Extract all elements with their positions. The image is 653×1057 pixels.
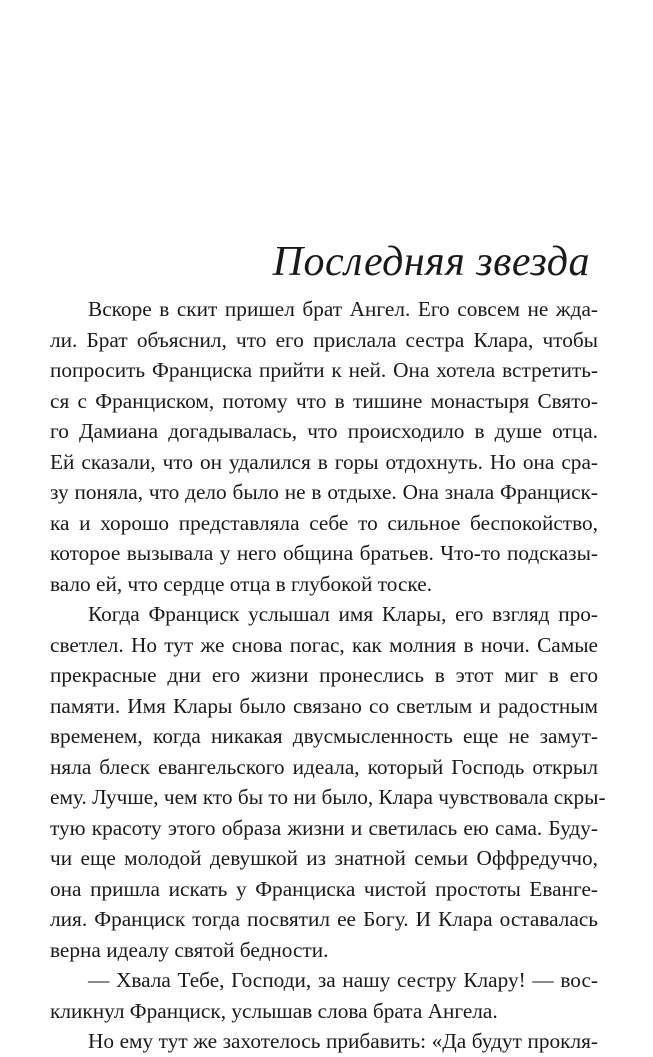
paragraph [50, 965, 598, 1026]
text-line: Когда Франциск услышал имя Клары, его взгляд про- [88, 602, 598, 626]
text-line: памяти. Имя Клары было связано со светлым и радостным [50, 693, 598, 718]
text-line: которое вызывала у него община братьев. Что-то подсказы- [50, 541, 598, 565]
text-line: ся с Франциском, потому что в тишине монастыря Свято- [50, 388, 598, 413]
body-text [50, 294, 606, 1057]
text-line: зу поняла, что дело было не в отдыхе. Она знала Франциск- [50, 480, 598, 504]
text-line: — Хвала Тебе, Господи, за нашу сестру Клару! — вос- [88, 968, 598, 992]
paragraph [50, 1026, 598, 1057]
text-line: лия. Франциск тогда посвятил ее Богу. И Клара оставалась [50, 907, 598, 931]
text-line: прекрасные дни его жизни пронеслись в этот миг в его [50, 663, 598, 687]
paragraph [50, 599, 606, 965]
text-line: го Дамиана догадывалась, что происходило в душе отца. [50, 419, 598, 443]
text-line: кликнул Франциск, услышав слова брата Ангела. [50, 998, 498, 1023]
text-line: вало ей, что сердце отца в глубокой тоске. [50, 571, 433, 596]
text-line: попросить Франциска прийти к ней. Она хотела встретить- [50, 358, 598, 382]
text-line: Вскоре в скит пришел брат Ангел. Его совсем не жда- [88, 297, 598, 321]
text-line: временем, когда никакая двусмысленность еще не замут- [50, 724, 598, 748]
text-line: Но ему тут же захотелось прибавить: «Да будут прокля- [88, 1029, 598, 1053]
text-line: чи еще молодой девушкой из знатной семьи Оффредуччо, [50, 846, 598, 870]
text-line: ка и хорошо представляла себе то сильное беспокойство, [50, 510, 598, 535]
text-line: ли. Брат объяснил, что его прислала сестра Клара, чтобы [50, 327, 598, 352]
paragraph [50, 294, 598, 599]
text-line: тую красоту этого образа жизни и светилась ею сама. Буду- [50, 815, 598, 840]
text-line: Ей сказали, что он удалился в горы отдохнуть. Но она сра- [50, 449, 598, 474]
text-line: она пришла искать у Франциска чистой простоты Еванге- [50, 876, 598, 901]
text-line: няла блеск евангельского идеала, который Господь открыл [50, 754, 598, 779]
text-line: ему. Лучше, чем кто бы то ни было, Клара чувствовала скры- [50, 785, 606, 809]
text-line: светлел. Но тут же снова погас, как молния в ночи. Самые [50, 632, 598, 657]
text-line: верна идеалу святой бедности. [50, 937, 329, 962]
chapter-title: Последняя звезда [272, 239, 590, 285]
